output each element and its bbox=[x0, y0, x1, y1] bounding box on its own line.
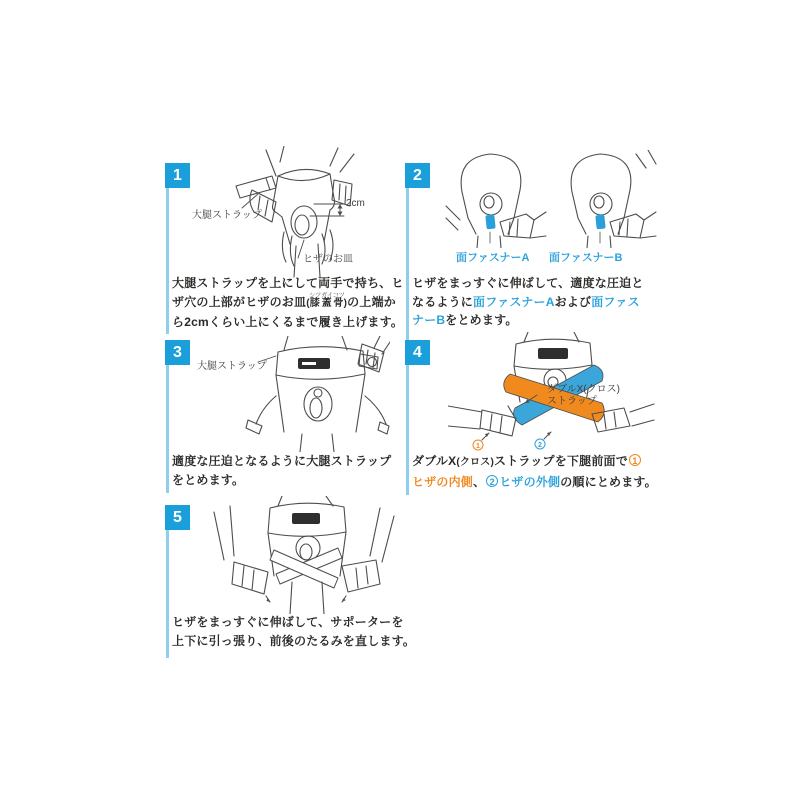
thigh-and-forearm-lines bbox=[266, 146, 354, 176]
step-2-fastener-a-label: 面ファスナーA bbox=[456, 252, 530, 264]
step-2-instruction: ヒザをまっすぐに伸ばして、適度な圧迫と なるように面ファスナーAおよび面ファス ナーBをとめます。 bbox=[412, 276, 644, 327]
step-3-accent-line bbox=[166, 365, 169, 493]
step-1-measure-label: 2cm bbox=[346, 198, 365, 209]
step-4-cross-strap-label-line2: ストラップ bbox=[547, 396, 597, 407]
order-marker-2 bbox=[535, 432, 551, 449]
step-2-fastener-b-label: 面ファスナーB bbox=[549, 252, 623, 264]
step-4-cross-strap-label-line1: ダブルX(クロス) bbox=[547, 384, 620, 395]
step-5-badge: 5 bbox=[165, 505, 190, 530]
brand-patch bbox=[538, 348, 568, 359]
left-arm-lines bbox=[446, 206, 460, 230]
strap-buckle bbox=[368, 358, 377, 367]
step-1-thigh-strap-label: 大腿ストラップ bbox=[192, 210, 262, 221]
step-3-thigh-strap-label: 大腿ストラップ bbox=[197, 361, 267, 372]
shin-lines bbox=[300, 434, 334, 452]
left-hand bbox=[214, 506, 270, 602]
right-hand bbox=[342, 508, 394, 602]
step-1-instruction: 大腿ストラップを上にして両手で持ち、ヒ ザ穴の上部がヒザのお皿(膝蓋骨シツガイコツ)の上端か ら2cmくらい上にくるまで履き上げます。 bbox=[172, 276, 404, 329]
cross-straps bbox=[270, 548, 342, 588]
fastener-tab-a bbox=[485, 215, 495, 230]
thigh-strap-band bbox=[514, 339, 592, 369]
step-4-badge: 4 bbox=[405, 340, 430, 365]
side-straps bbox=[246, 396, 389, 434]
step-3-illustration bbox=[230, 336, 390, 452]
left-hand bbox=[250, 190, 294, 266]
thigh-strap-tail bbox=[236, 176, 276, 198]
right-arm-lines bbox=[636, 150, 656, 168]
svg-text:2: 2 bbox=[538, 442, 542, 449]
thigh-strap-band bbox=[268, 503, 346, 536]
pressing-hand bbox=[500, 212, 546, 238]
supporter-body bbox=[276, 374, 365, 432]
step-1-badge: 1 bbox=[165, 163, 190, 188]
brand-patch bbox=[292, 513, 320, 524]
order-marker-1 bbox=[473, 433, 489, 450]
step-3-badge: 3 bbox=[165, 340, 190, 365]
fastener-tab-b bbox=[595, 215, 605, 230]
step-1-kneecap-label: ヒザのお皿 bbox=[303, 254, 353, 265]
svg-text:1: 1 bbox=[476, 443, 480, 450]
step-2-accent-line bbox=[406, 188, 409, 340]
step-5-illustration bbox=[210, 496, 402, 614]
supporter-outline bbox=[273, 169, 335, 244]
shin-lines bbox=[290, 582, 324, 614]
pressing-hand bbox=[610, 212, 656, 238]
step-3-instruction: 適度な圧迫となるように大腿ストラップ をとめます。 bbox=[172, 454, 392, 487]
step-1-accent-line bbox=[166, 188, 169, 334]
knee-a bbox=[446, 154, 546, 248]
knee-b bbox=[571, 150, 656, 248]
thigh-strap-band bbox=[276, 347, 378, 380]
step-5-accent-line bbox=[166, 530, 169, 658]
left-hand bbox=[448, 406, 516, 436]
step-5-instruction: ヒザをまっすぐに伸ばして、サポーターを 上下に引っ張り、前後のたるみを直します。 bbox=[172, 615, 416, 648]
step-2-badge: 2 bbox=[405, 163, 430, 188]
step-2-illustration bbox=[438, 150, 660, 248]
brand-patch-mark bbox=[302, 362, 316, 365]
step-4-instruction: ダブルX(クロス)ストラップを下腿前面で 1 ヒザの内側、 2 ヒザの外側の順にとめます。 bbox=[412, 454, 657, 489]
step-4-accent-line bbox=[406, 365, 409, 495]
